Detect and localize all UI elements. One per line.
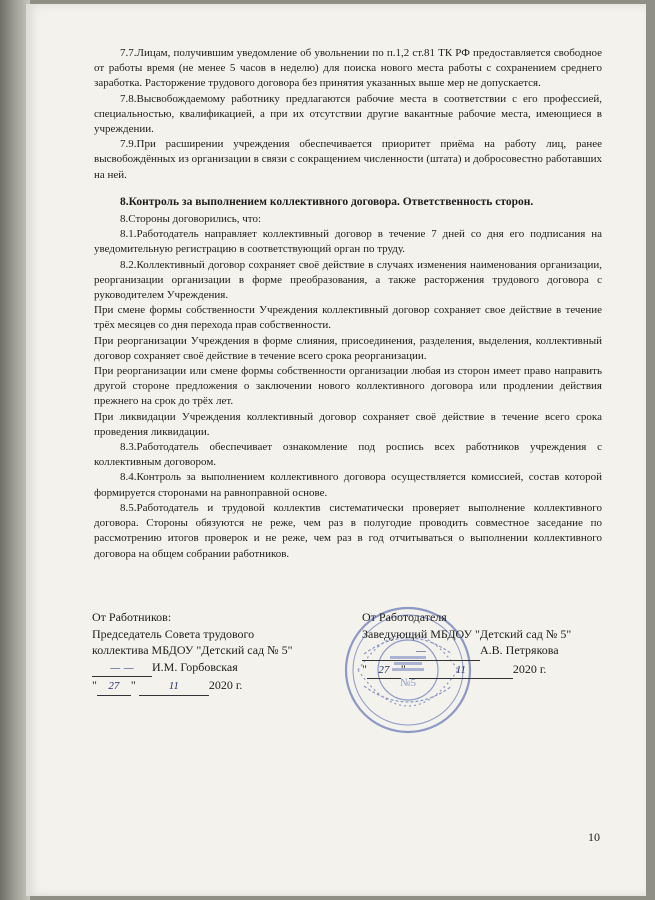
employer-signature-line <box>362 642 571 661</box>
employees-position-line1: Председатель Совета трудового <box>92 626 255 641</box>
employees-date-day: 27 <box>97 678 131 696</box>
paragraph-ownership-change: При смене формы собственности Учреждения коллективный договор сохраняет свое действие в течение трёх месяцев со дня перехода прав собственности. <box>94 304 602 332</box>
employer-signature-block <box>362 609 571 679</box>
employer-signer-name: А.В. Петрякова <box>480 643 559 657</box>
employees-date-year: 2020 г. <box>208 678 243 692</box>
paragraph-7-9: 7.9.При расширении учреждения обеспечивается приоритет приёма на работу лиц, ранее высвобождённых из организации в связи с сокращением численности (штата) и добросовестно работавших на ней. <box>94 138 602 181</box>
paragraph-8: 8.Стороны договорились, что: <box>120 213 261 226</box>
employees-signer-name: И.М. Горбовская <box>152 659 238 674</box>
paragraph-7-8: 7.8.Высвобождаемому работнику предлагаются рабочие места в соответствии с его профессией, специальностью, квалификацией, а при их отсутствии другие вакантные рабочие места, имеющиеся в учреждении. <box>94 92 602 136</box>
employees-signature: — — <box>92 659 152 678</box>
paragraph-8-4: 8.4.Контроль за выполнением коллективного договора осуществляется комиссией, состав которой формируется сторонами на равноправной основе. <box>94 471 602 499</box>
paragraph-liquidation: При ликвидации Учреждения коллективный договор сохраняет своё действие в течение всего срока проведения ликвидации. <box>94 410 602 438</box>
employees-signature-block <box>92 609 293 696</box>
paragraph-8-2: 8.2.Коллективный договор сохраняет своё действие в случаях изменения наименования организации, реорганизации организации в форме преобразования, а также расторжения трудового договора с руководителем Учреждения. <box>94 258 602 302</box>
paragraph-8-5: 8.5.Работодатель и трудовой коллектив систематически проверяет выполнение коллективного договора. Стороны обязуются не реже, чем раз в полугодие проводить совместное заседание по рассмотрению итогов проверок и не реже, чем раз в год отчитываться о выполнении коллективного договора на общем собрании работников. <box>94 501 602 560</box>
employees-signature-line <box>92 659 293 678</box>
employees-position-line2: коллектива МБДОУ "Детский сад № 5" <box>92 643 293 657</box>
employer-position: Заведующий МБДОУ "Детский сад № 5" <box>362 626 572 641</box>
employees-date-month: 11 <box>139 678 209 696</box>
page-number: 10 <box>588 830 600 844</box>
paragraph-reorganization: При реорганизации Учреждения в форме слияния, присоединения, разделения, выделения, коллективный договор сохраняет своё действие в течение всего срока реорганизации. <box>94 334 602 362</box>
paragraph-8-3: 8.3.Работодатель обеспечивает ознакомление под роспись всех работников учреждения с коллективным договором. <box>94 441 602 469</box>
employer-signature: — <box>362 642 480 661</box>
employer-date-year: 2020 г. <box>512 661 547 676</box>
employer-date-month: 11 <box>409 662 513 680</box>
stamp-center-text: №5 <box>400 677 416 689</box>
paragraph-new-agreement: При реорганизации или смене формы собственности организации любая из сторон имеет право направить другой стороне предложения о заключении нового коллективного договора или продлении действия прежнего на срок до трёх лет. <box>94 365 602 408</box>
employer-header: От Работодателя <box>362 610 447 624</box>
employer-date-day: 27 <box>367 662 401 680</box>
document-body <box>94 46 602 562</box>
paragraph-7-7: 7.7.Лицам, получившим уведомление об увольнении по п.1,2 ст.81 ТК РФ предоставляется свободное от работы время (не менее 5 часов в неделю) для поиска нового места работы с сохранением среднего заработка. Расторжение трудового договора без принятия указанных выше мер не допускается. <box>94 47 602 90</box>
paragraph-8-1: 8.1.Работодатель направляет коллективный договор в течение 7 дней со дня его подписания на уведомительную регистрацию в соответствующий орган по труду. <box>94 228 602 256</box>
document-page <box>26 4 646 896</box>
employer-date-line: " 27 " 11 2020 г. <box>362 661 571 680</box>
employees-header: От Работников: <box>92 610 172 624</box>
section-heading: 8.Контроль за выполнением коллективного договора. Ответственность сторон. <box>120 195 534 208</box>
employees-date-line: " 27 " 11 2020 г. <box>92 677 293 696</box>
